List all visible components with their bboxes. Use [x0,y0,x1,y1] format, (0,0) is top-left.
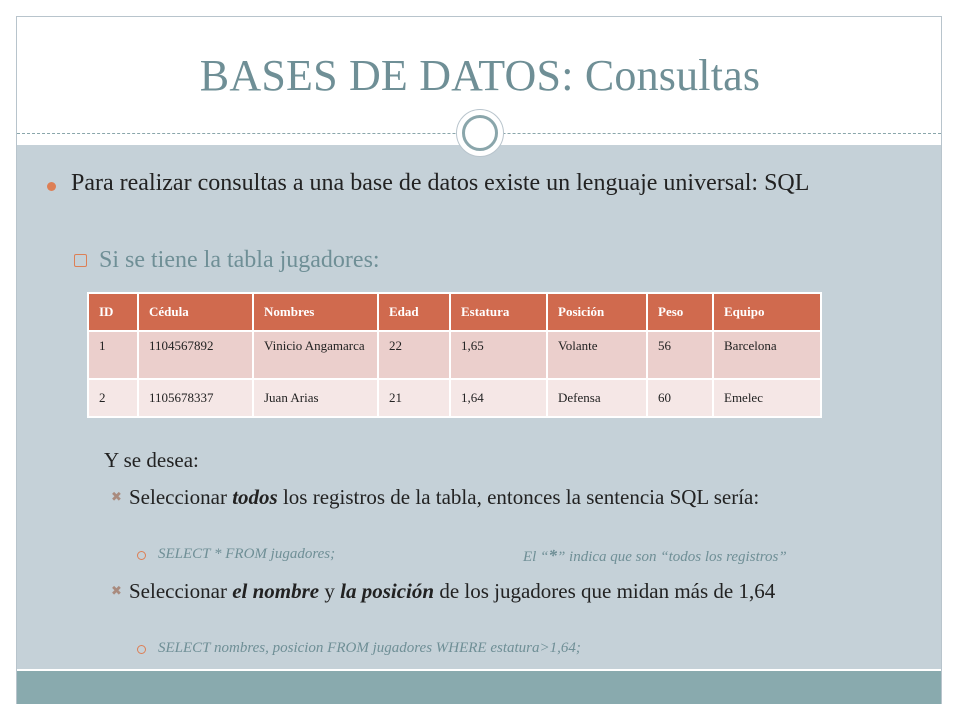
sql-select-all-text: SELECT * FROM jugadores; [158,546,336,562]
emphasis-todos: todos [232,485,278,509]
cell-estatura: 1,64 [450,379,547,417]
cell-id: 1 [88,331,138,379]
cell-nombres: Vinicio Angamarca [253,331,378,379]
emphasis-el-nombre: el nombre [232,579,320,603]
cell-peso: 56 [647,331,713,379]
x-bullet-icon: ✖ [111,489,122,504]
cell-edad: 22 [378,331,450,379]
header-equipo: Equipo [713,293,821,331]
cell-equipo: Emelec [713,379,821,417]
subitem-select-name-position [111,578,891,605]
cell-estatura: 1,65 [450,331,547,379]
sql-select-all [137,546,897,563]
table-row [88,331,821,379]
sql-select-filtered [137,640,897,657]
ring-bullet-icon [137,645,146,654]
star-symbol: * [548,546,557,565]
star-note: El “*” indica que son “todos los registros” [523,546,787,565]
slide-title: BASES DE DATOS: Consultas [199,51,761,100]
table-row [88,379,821,417]
cell-equipo: Barcelona [713,331,821,379]
cell-id: 2 [88,379,138,417]
subitem-select-all-text: Seleccionar todos los registros de la tabla, entonces la sentencia SQL sería: [129,485,760,509]
header-cedula: Cédula [138,293,253,331]
lead-text: Y se desea: [104,448,199,472]
table-header-row [88,293,821,331]
players-table [87,292,822,418]
bullet-square-icon [74,254,87,267]
bullet-dot-icon [47,182,56,191]
x-bullet-icon: ✖ [111,583,122,598]
bullet-sql-intro-text: Para realizar consultas a una base de datos existe un lenguaje universal: SQL [71,170,810,196]
circle-ring-icon [462,115,498,151]
cell-edad: 21 [378,379,450,417]
circle-ornament-icon [456,109,504,157]
footer-band [17,671,941,704]
subitem-select-name-position-text: Seleccionar el nombre y la posición de los jugadores que midan más de 1,64 [129,579,776,603]
bullet-sql-intro [47,168,907,199]
emphasis-la-posicion: la posición [340,579,435,603]
cell-posicion: Volante [547,331,647,379]
cell-peso: 60 [647,379,713,417]
ring-bullet-icon [137,551,146,560]
header-edad: Edad [378,293,450,331]
sql-select-filtered-text: SELECT nombres, posicion FROM jugadores WHERE estatura>1,64; [158,640,581,656]
header-nombres: Nombres [253,293,378,331]
header-peso: Peso [647,293,713,331]
header-posicion: Posición [547,293,647,331]
header-id: ID [88,293,138,331]
subitem-select-all [111,484,891,511]
cell-nombres: Juan Arias [253,379,378,417]
header-estatura: Estatura [450,293,547,331]
bullet-table-intro-text: Si se tiene la tabla jugadores: [99,247,380,273]
cell-posicion: Defensa [547,379,647,417]
cell-cedula: 1104567892 [138,331,253,379]
cell-cedula: 1105678337 [138,379,253,417]
bullet-table-intro [74,245,874,276]
